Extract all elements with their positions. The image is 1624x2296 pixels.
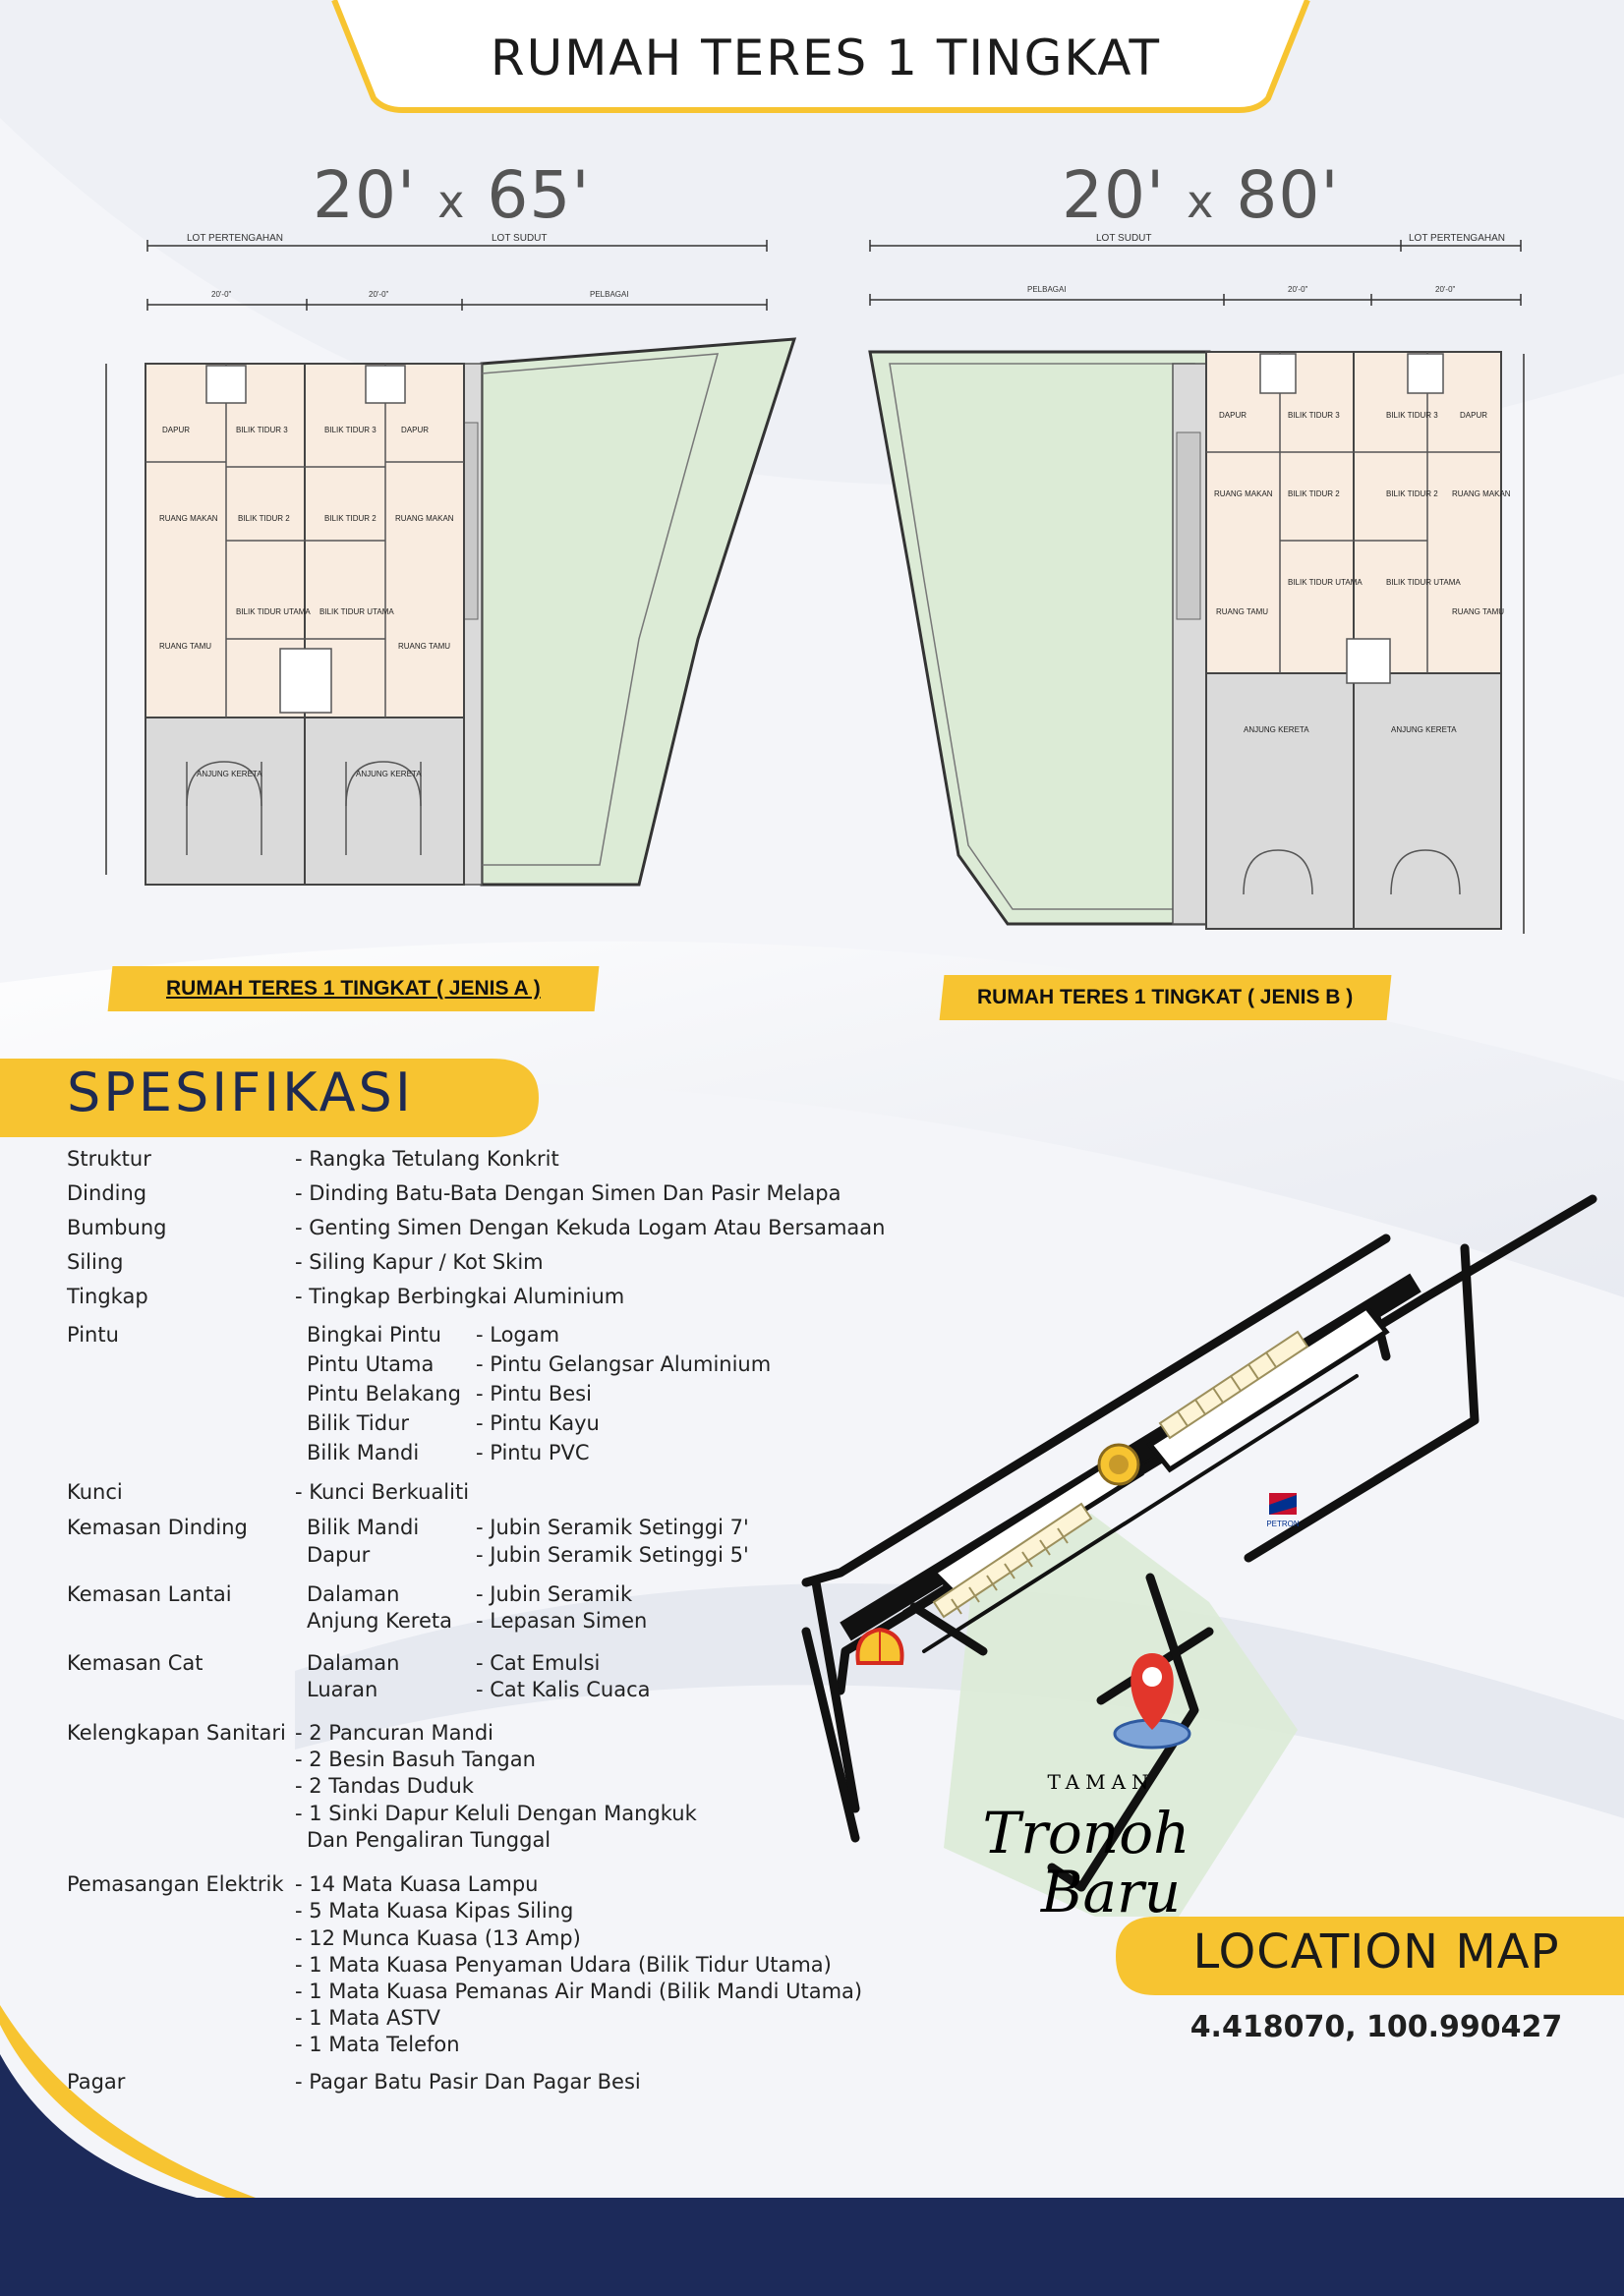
spec-subkey: Dapur (307, 1543, 371, 1567)
spec-label: Pagar (67, 2070, 126, 2094)
spec-value: - Kunci Berkualiti (295, 1480, 470, 1504)
floor-plan-b (831, 226, 1538, 953)
spec-value: - Tingkap Berbingkai Aluminium (295, 1285, 625, 1308)
plan-b-width: 20' (1062, 157, 1166, 233)
spec-value: - Jubin Seramik Setinggi 7' (476, 1516, 749, 1539)
coordinates: 4.418070, 100.990427 (1189, 2010, 1563, 2044)
spec-label: Pintu (67, 1323, 119, 1347)
room-label: BILIK TIDUR 2 (1386, 489, 1438, 498)
plan-a-caption: RUMAH TERES 1 TINGKAT ( JENIS A ) (166, 977, 541, 1000)
spec-subkey: Luaran (307, 1678, 378, 1701)
spec-subkey: Pintu Belakang (307, 1382, 461, 1406)
room-label: DAPUR (1219, 411, 1247, 420)
room-label: RUANG TAMU (398, 642, 451, 651)
plan-a-width: 20' (313, 157, 417, 233)
plan-b-caption-bg (940, 975, 1392, 1020)
width-label: 20'-0" (211, 290, 232, 299)
room-label: BILIK TIDUR 3 (1288, 411, 1340, 420)
plan-a-times: x (437, 175, 466, 228)
spec-value: - Pintu Gelangsar Aluminium (476, 1352, 772, 1376)
spec-value: - Pagar Batu Pasir Dan Pagar Besi (295, 2070, 641, 2094)
spec-value: - Jubin Seramik (476, 1582, 633, 1606)
spec-label: Struktur (67, 1147, 151, 1171)
plan-a-caption-bg (108, 966, 600, 1011)
spec-value: - Lepasan Simen (476, 1609, 648, 1633)
spec-line: - 2 Besin Basuh Tangan (295, 1748, 536, 1771)
spec-value: - Pintu PVC (476, 1441, 590, 1464)
width-label: 20'-0" (1435, 285, 1456, 294)
room-label: ANJUNG KERETA (1244, 725, 1309, 734)
room-label: ANJUNG KERETA (1391, 725, 1457, 734)
spec-subkey: Bilik Mandi (307, 1516, 420, 1539)
spec-line: - 1 Mata ASTV (295, 2006, 440, 2030)
spec-line: - 12 Munca Kuasa (13 Amp) (295, 1926, 581, 1950)
floor-plan-a (88, 226, 816, 934)
room-label: BILIK TIDUR 3 (324, 426, 377, 434)
room-label: BILIK TIDUR 3 (1386, 411, 1438, 420)
width-label: PELBAGAI (590, 290, 629, 299)
spec-label: Kelengkapan Sanitari (67, 1721, 286, 1745)
spec-subkey: Bilik Mandi (307, 1441, 420, 1464)
development-name-line2: Baru (1040, 1859, 1182, 1917)
spec-value: - Logam (476, 1323, 560, 1347)
lot-label: LOT SUDUT (1096, 233, 1152, 244)
room-label: ANJUNG KERETA (197, 770, 262, 778)
room-label: BILIK TIDUR 2 (324, 514, 377, 523)
spec-label: Siling (67, 1250, 124, 1274)
petron-label: PETRON (1266, 1520, 1300, 1528)
seal-icon (1099, 1445, 1138, 1484)
room-label: BILIK TIDUR 2 (238, 514, 290, 523)
plan-b-times: x (1187, 175, 1215, 228)
development-name-line1: Tronoh (982, 1800, 1190, 1866)
spec-value: - Cat Emulsi (476, 1651, 601, 1675)
spec-line: - 1 Mata Telefon (295, 2033, 460, 2056)
room-label: BILIK TIDUR UTAMA (236, 607, 311, 616)
plan-b-depth: 80' (1236, 157, 1340, 233)
width-label: PELBAGAI (1027, 285, 1067, 294)
spec-label: Kemasan Dinding (67, 1516, 248, 1539)
spec-value: - Siling Kapur / Kot Skim (295, 1250, 544, 1274)
development-taman: TAMAN (1047, 1770, 1155, 1794)
spec-value: - Cat Kalis Cuaca (476, 1678, 651, 1701)
spec-line: - 1 Mata Kuasa Pemanas Air Mandi (Bilik Mandi Utama) (295, 1980, 863, 2003)
room-label: RUANG MAKAN (395, 514, 454, 523)
spec-subkey: Dalaman (307, 1651, 400, 1675)
spec-label: Dinding (67, 1181, 147, 1205)
room-label: RUANG TAMU (1452, 607, 1505, 616)
spec-label: Kemasan Cat (67, 1651, 203, 1675)
spec-value: - Jubin Seramik Setinggi 5' (476, 1543, 749, 1567)
room-label: DAPUR (162, 426, 191, 434)
room-label: BILIK TIDUR UTAMA (1386, 578, 1461, 587)
spec-value: - Dinding Batu-Bata Dengan Simen Dan Pasir Melapa (295, 1181, 841, 1205)
plan-a-depth: 65' (487, 157, 591, 233)
spec-line: - 2 Pancuran Mandi (295, 1721, 493, 1745)
spec-line: - 2 Tandas Duduk (295, 1774, 474, 1798)
lot-label: LOT SUDUT (492, 233, 548, 244)
room-label: RUANG TAMU (1216, 607, 1269, 616)
petron-icon (1266, 1493, 1300, 1528)
plan-b-dimension (1062, 157, 1339, 233)
spec-line: Dan Pengaliran Tunggal (307, 1828, 551, 1852)
spec-value: - Pintu Kayu (476, 1411, 600, 1435)
room-label: BILIK TIDUR 3 (236, 426, 288, 434)
room-label: ANJUNG KERETA (356, 770, 422, 778)
spec-line: - 14 Mata Kuasa Lampu (295, 1872, 539, 1896)
spec-line: - 5 Mata Kuasa Kipas Siling (295, 1899, 574, 1923)
spec-label: Kemasan Lantai (67, 1582, 232, 1606)
location-map-label: LOCATION MAP (1192, 1924, 1560, 1980)
room-label: RUANG MAKAN (159, 514, 218, 523)
spec-subkey: Pintu Utama (307, 1352, 435, 1376)
spec-label: Bumbung (67, 1216, 167, 1239)
spec-subkey: Anjung Kereta (307, 1609, 452, 1633)
spec-heading: SPESIFIKASI (67, 1062, 414, 1123)
spec-value: - Rangka Tetulang Konkrit (295, 1147, 559, 1171)
plan-b-caption: RUMAH TERES 1 TINGKAT ( JENIS B ) (977, 986, 1354, 1008)
width-label: 20'-0" (369, 290, 389, 299)
room-label: RUANG MAKAN (1214, 489, 1273, 498)
room-label: DAPUR (1460, 411, 1488, 420)
spec-value: - Genting Simen Dengan Kekuda Logam Atau Bersamaan (295, 1216, 886, 1239)
spec-subkey: Bingkai Pintu (307, 1323, 441, 1347)
room-label: RUANG TAMU (159, 642, 212, 651)
spec-label: Pemasangan Elektrik (67, 1872, 284, 1896)
plan-a-dimension (313, 157, 590, 233)
spec-label: Kunci (67, 1480, 123, 1504)
spec-value: - Pintu Besi (476, 1382, 592, 1406)
spec-subkey: Dalaman (307, 1582, 400, 1606)
room-label: BILIK TIDUR 2 (1288, 489, 1340, 498)
spec-subkey: Bilik Tidur (307, 1411, 410, 1435)
room-label: BILIK TIDUR UTAMA (1288, 578, 1363, 587)
width-label: 20'-0" (1288, 285, 1308, 294)
room-label: DAPUR (401, 426, 430, 434)
location-map (786, 1140, 1624, 1917)
page-title: RUMAH TERES 1 TINGKAT (490, 29, 1162, 86)
spec-label: Tingkap (67, 1285, 148, 1308)
spec-line: - 1 Mata Kuasa Penyaman Udara (Bilik Tidur Utama) (295, 1953, 832, 1977)
shell-icon (857, 1630, 901, 1663)
lot-label: LOT PERTENGAHAN (187, 233, 283, 244)
spec-line: - 1 Sinki Dapur Keluli Dengan Mangkuk (295, 1802, 697, 1825)
room-label: BILIK TIDUR UTAMA (319, 607, 394, 616)
room-label: RUANG MAKAN (1452, 489, 1511, 498)
lot-label: LOT PERTENGAHAN (1409, 233, 1505, 244)
